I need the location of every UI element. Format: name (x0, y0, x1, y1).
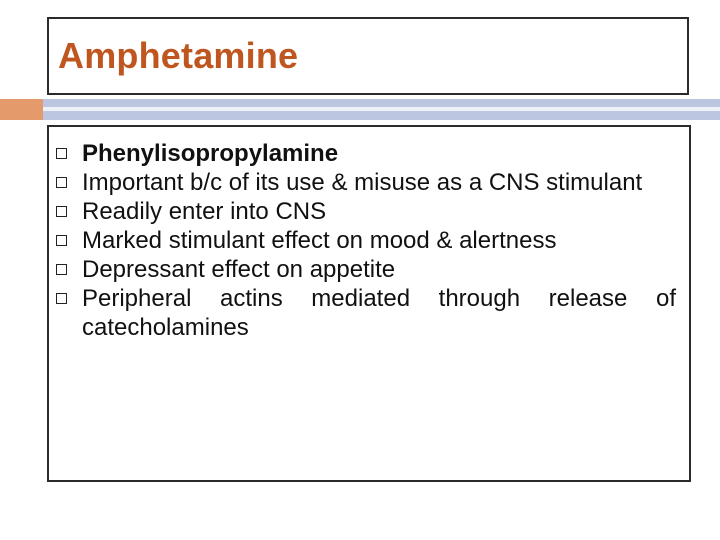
hollow-square-icon (56, 148, 67, 159)
slide-title: Amphetamine (58, 35, 299, 76)
hollow-square-icon (56, 293, 67, 304)
accent-bar-blue (43, 99, 720, 120)
content-box (47, 125, 691, 482)
bullet-item (49, 139, 689, 168)
bullet-text: Depressant effect on appetite (82, 256, 396, 283)
bullet-text: Important b/c of its use & misuse as a CNS stimulant (82, 169, 643, 196)
hollow-square-icon (56, 235, 67, 246)
hollow-square-icon (56, 206, 67, 217)
bullet-text: Peripheral actins mediated through release of catecholamines (82, 285, 676, 341)
bullet-item (49, 284, 689, 342)
title-box (47, 17, 689, 95)
bullet-text: Readily enter into CNS (82, 198, 327, 225)
bullet-item (49, 226, 689, 255)
bullet-item (49, 197, 689, 226)
hollow-square-icon (56, 264, 67, 275)
bullet-text: Phenylisopropylamine (82, 140, 339, 167)
bullet-item (49, 168, 689, 197)
bullet-text: Marked stimulant effect on mood & alertness (82, 227, 557, 254)
bullet-item (49, 255, 689, 284)
bullet-list (49, 139, 689, 342)
accent-bar-orange (0, 99, 43, 120)
hollow-square-icon (56, 177, 67, 188)
